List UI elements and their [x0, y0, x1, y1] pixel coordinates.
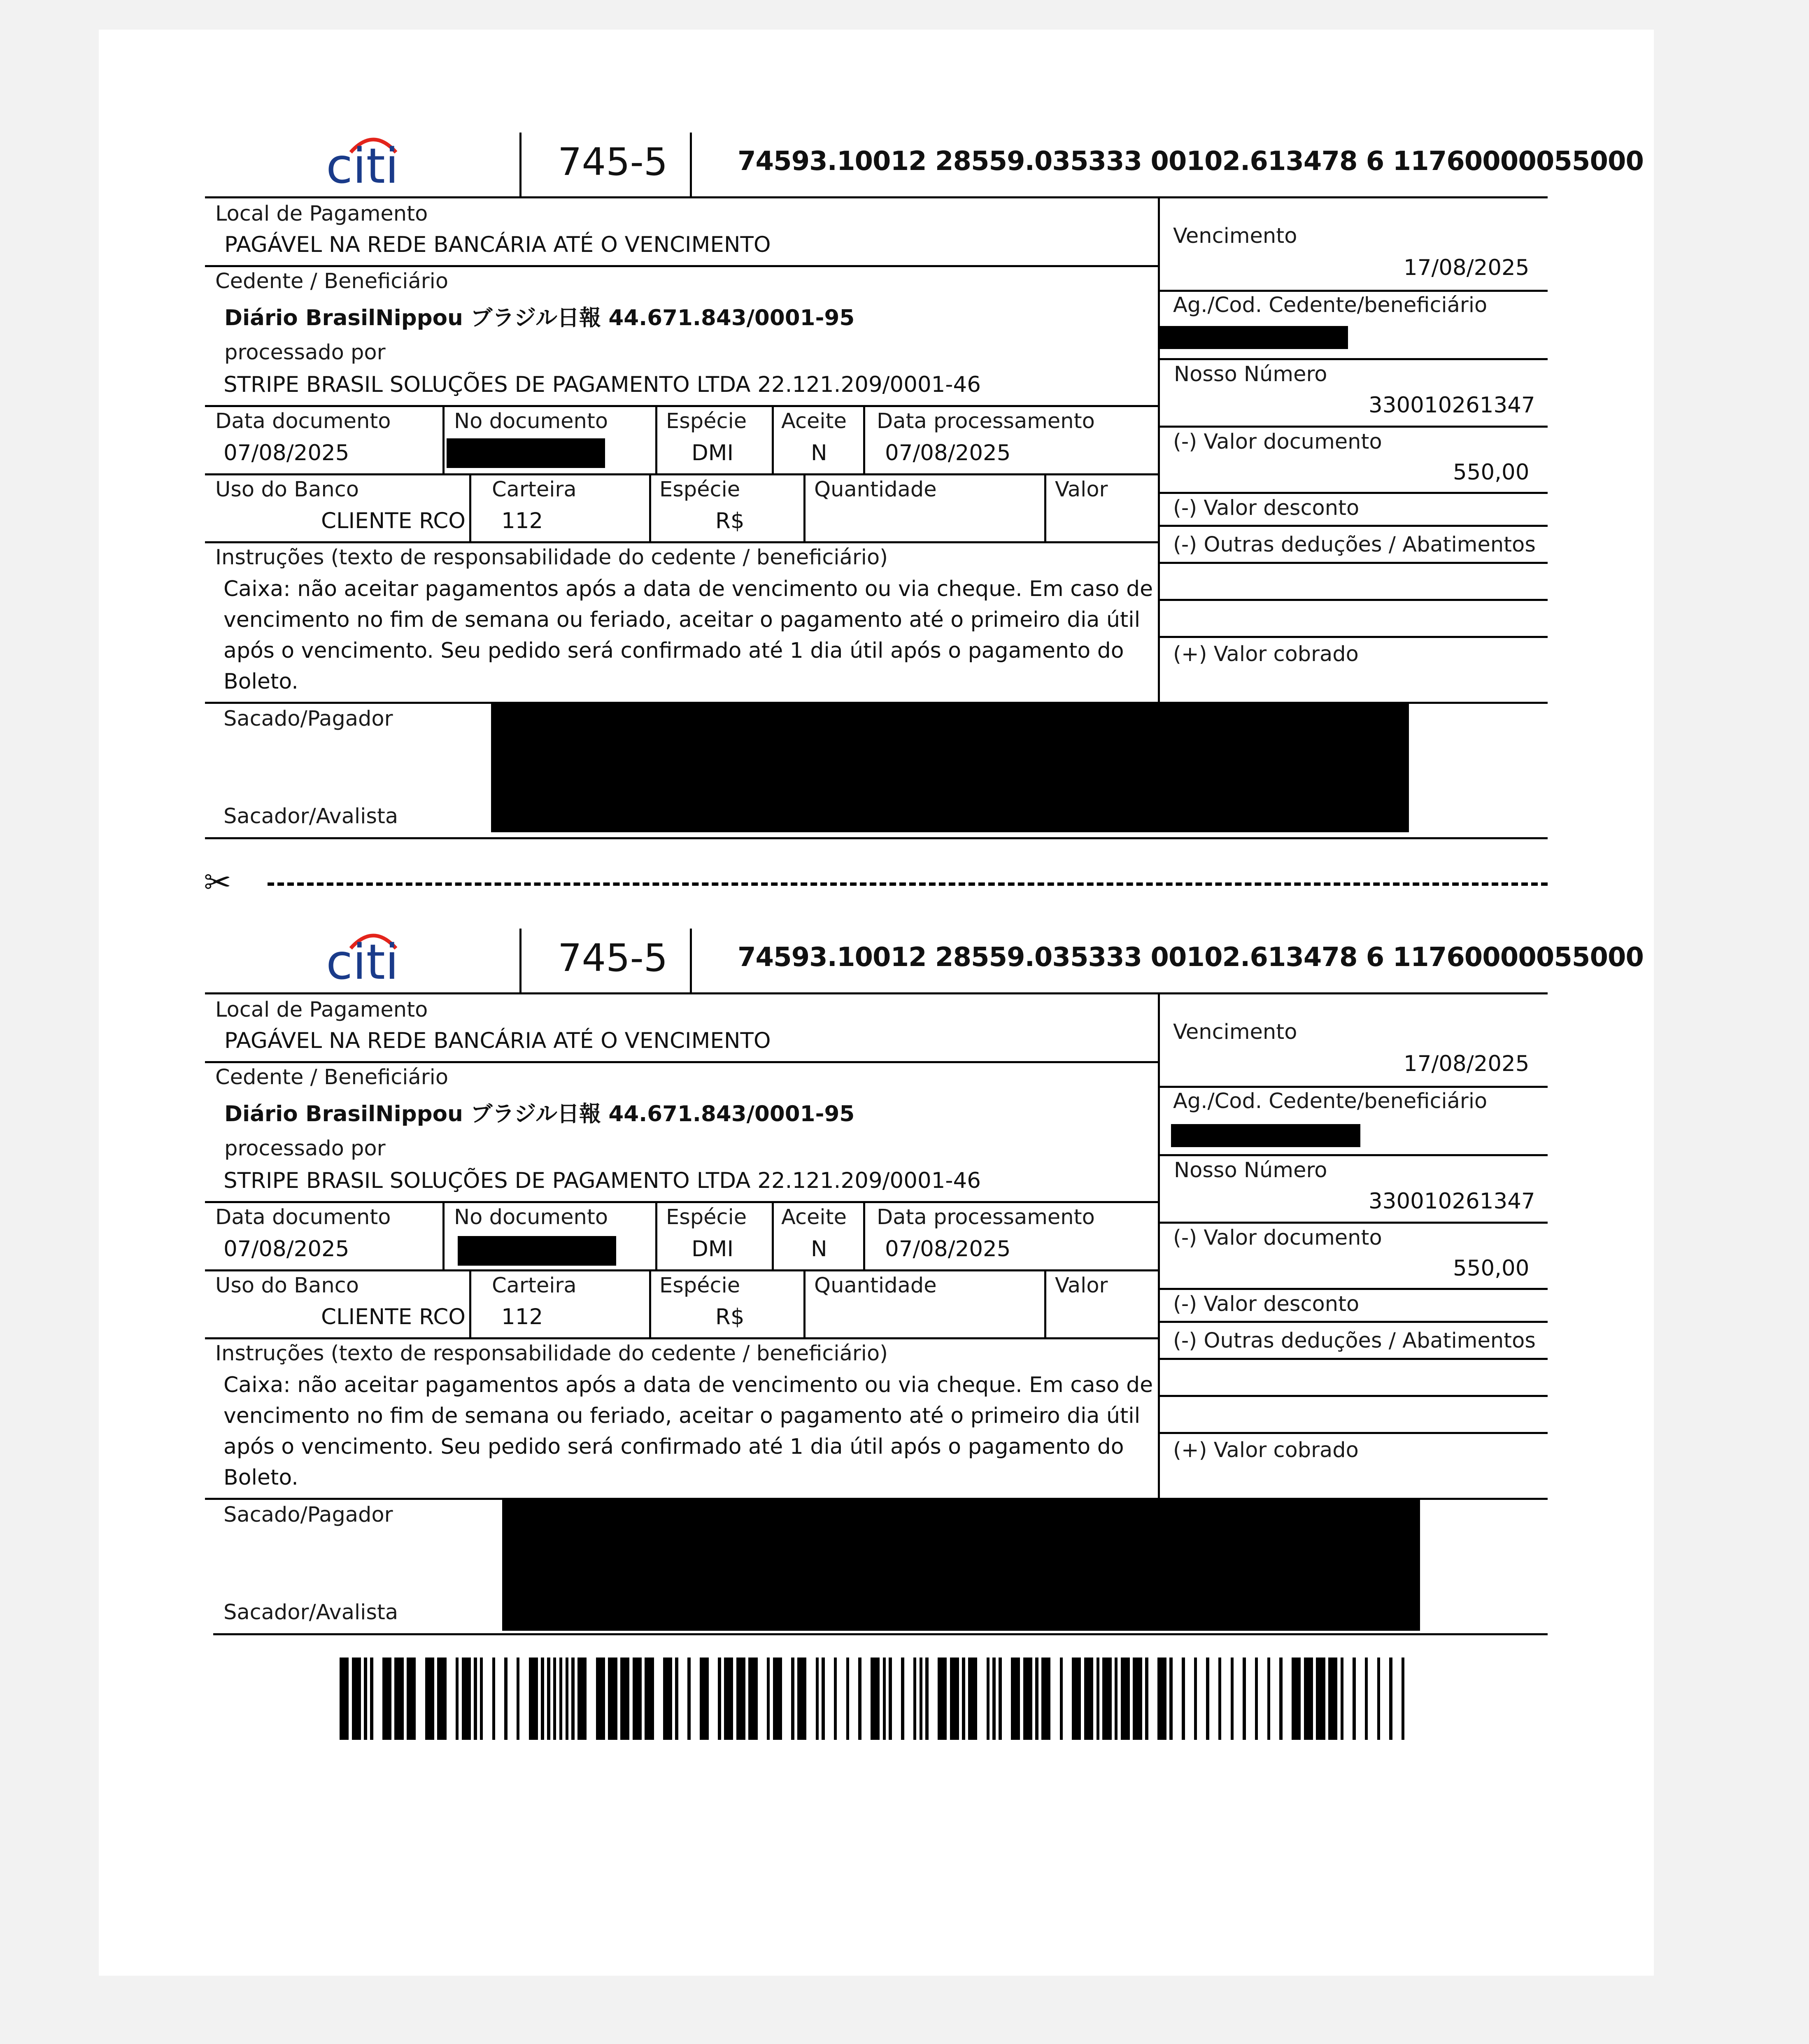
barcode-bar: [1243, 1658, 1246, 1740]
sacado-redacted: [491, 704, 1409, 832]
barcode-bar: [929, 1658, 938, 1740]
valor-documento-label: (-) Valor documento: [1173, 1226, 1382, 1250]
no-documento-redacted: [447, 438, 605, 468]
cedente-value: Diário BrasilNippou ブラジル日報 44.671.843/0001-95: [224, 1101, 855, 1127]
especie-label: Espécie: [666, 1205, 747, 1229]
barcode-bar: [529, 1658, 538, 1740]
barcode-bar: [517, 1658, 519, 1740]
barcode-bar: [1404, 1658, 1413, 1740]
barcode-bar: [1023, 1658, 1032, 1740]
barcode-bar: [770, 1658, 773, 1740]
barcode-bar: [1050, 1658, 1059, 1740]
barcode-bar: [675, 1658, 678, 1740]
barcode-bar: [1389, 1658, 1392, 1740]
barcode-bar: [736, 1658, 745, 1740]
quantidade-label: Quantidade: [814, 1273, 937, 1298]
bank-logo: [318, 924, 417, 986]
boleto-page: [99, 30, 1654, 1976]
data-documento-value: 07/08/2025: [224, 1236, 349, 1262]
vencimento-value: 17/08/2025: [1404, 255, 1530, 280]
valor-cobrado-label: (+) Valor cobrado: [1173, 1438, 1359, 1462]
barcode-bar: [1099, 1658, 1102, 1740]
vencimento-value: 17/08/2025: [1404, 1051, 1530, 1076]
barcode-bar: [825, 1658, 834, 1740]
barcode-bar: [691, 1658, 700, 1740]
vencimento-label: Vencimento: [1173, 1020, 1297, 1044]
barcode-bar: [1145, 1658, 1148, 1740]
barcode-bar: [492, 1658, 495, 1740]
instrucoes-text: Caixa: não aceitar pagamentos após a data de vencimento ou via cheque. Em caso de vencimento no fim de semana ou feriado, aceitar o pagamento até o primeiro dia útil após o vencimento. Seu pedido será confirmado até 1 dia útil após o pagamento do Boleto.: [224, 1373, 1153, 1490]
data-documento-label: Data documento: [215, 409, 391, 433]
barcode-bar: [1218, 1658, 1221, 1740]
barcode-bar: [1325, 1658, 1328, 1740]
barcode-bar: [861, 1658, 871, 1740]
no-documento-label: No documento: [454, 1205, 608, 1229]
barcode-bar: [718, 1658, 721, 1740]
barcode-bar: [1343, 1658, 1353, 1740]
barcode-bar: [999, 1658, 1001, 1740]
valor-desconto-label: (-) Valor desconto: [1173, 496, 1360, 520]
instrucoes-label: Instruções (texto de responsabilidade do cedente / beneficiário): [215, 545, 888, 570]
barcode-bar: [462, 1658, 471, 1740]
cedente-value: Diário BrasilNippou ブラジル日報 44.671.843/0001-95: [224, 305, 855, 331]
barcode-bar: [1356, 1658, 1365, 1740]
valor-label: Valor: [1055, 477, 1108, 502]
carteira-label: Carteira: [492, 477, 577, 502]
barcode-bar: [437, 1658, 446, 1740]
barcode-bar: [1173, 1658, 1182, 1740]
valor-desconto-label: (-) Valor desconto: [1173, 1292, 1360, 1316]
barcode-bar: [947, 1658, 950, 1740]
barcode-bar: [508, 1658, 517, 1740]
barcode-bar: [620, 1658, 629, 1740]
barcode-bar: [364, 1658, 367, 1740]
boleto-slip-bottom: [99, 826, 1654, 1649]
barcode-bar: [1209, 1658, 1218, 1740]
barcode-bar: [1185, 1658, 1194, 1740]
barcode-bar: [391, 1658, 394, 1740]
barcode-bar: [1148, 1658, 1157, 1740]
barcode-bar: [367, 1658, 370, 1740]
barcode-bar: [1093, 1658, 1096, 1740]
barcode-bar: [1142, 1658, 1145, 1740]
barcode-bar: [352, 1658, 361, 1740]
especie-value: DMI: [691, 1236, 734, 1262]
especie-label: Espécie: [666, 409, 747, 433]
barcode-bar: [1157, 1658, 1166, 1740]
barcode-bar: [544, 1658, 547, 1740]
barcode-bar: [904, 1658, 913, 1740]
barcode-bar: [562, 1658, 565, 1740]
sacado-redacted: [502, 1500, 1420, 1631]
barcode-bar: [886, 1658, 889, 1740]
barcode-bar: [806, 1658, 815, 1740]
barcode-bar: [1234, 1658, 1243, 1740]
barcode-bar: [645, 1658, 654, 1740]
barcode-bar: [1341, 1658, 1343, 1740]
barcode-bar: [382, 1658, 391, 1740]
barcode-bar: [416, 1658, 425, 1740]
barcode-bar: [1270, 1658, 1279, 1740]
data-processamento-label: Data processamento: [877, 1205, 1095, 1229]
barcode-bar: [550, 1658, 553, 1740]
barcode-bar: [959, 1658, 962, 1740]
barcode-bar: [880, 1658, 882, 1740]
barcode-bar: [477, 1658, 480, 1740]
barcode-bar: [642, 1658, 645, 1740]
barcode-bar: [1063, 1658, 1072, 1740]
barcode-bar: [480, 1658, 483, 1740]
barcode-bar: [837, 1658, 846, 1740]
barcode-bar: [1002, 1658, 1011, 1740]
local-pagamento-value: PAGÁVEL NA REDE BANCÁRIA ATÉ O VENCIMENTO: [224, 1028, 771, 1053]
barcode-bar: [547, 1658, 550, 1740]
barcode-bar: [858, 1658, 861, 1740]
processado-por-value: STRIPE BRASIL SOLUÇÕES DE PAGAMENTO LTDA 22.121.209/0001-46: [224, 1168, 981, 1193]
barcode-bar: [1365, 1658, 1368, 1740]
barcode-bar: [733, 1658, 736, 1740]
barcode-bar: [965, 1658, 968, 1740]
outras-deducoes-label: (-) Outras deduções / Abatimentos: [1173, 1329, 1536, 1353]
barcode-bar: [1084, 1658, 1093, 1740]
barcode-bar: [687, 1658, 690, 1740]
barcode-bar: [504, 1658, 507, 1740]
barcode-bar: [456, 1658, 459, 1740]
barcode-bar: [849, 1658, 858, 1740]
barcode-bar: [575, 1658, 577, 1740]
barcode-bar: [541, 1658, 544, 1740]
agencia-label: Ag./Cod. Cedente/beneficiário: [1173, 1089, 1488, 1113]
barcode-bar: [797, 1658, 806, 1740]
valor-documento-value: 550,00: [1453, 1256, 1530, 1281]
bank-code: 745-5: [558, 936, 668, 980]
barcode-bar: [834, 1658, 837, 1740]
data-processamento-value: 07/08/2025: [885, 440, 1011, 466]
barcode-bar: [1283, 1658, 1292, 1740]
cedente-label: Cedente / Beneficiário: [215, 1065, 449, 1090]
barcode-bar: [892, 1658, 901, 1740]
barcode-bar: [1035, 1658, 1038, 1740]
barcode-bar: [1118, 1658, 1120, 1740]
barcode-bar: [1197, 1658, 1206, 1740]
barcode-bar: [1255, 1658, 1258, 1740]
bank-code: 745-5: [558, 140, 668, 184]
sacador-label: Sacador/Avalista: [224, 804, 398, 829]
boleto-slip-top: [99, 30, 1654, 853]
carteira-value: 112: [501, 1304, 543, 1329]
barcode-bar: [605, 1658, 608, 1740]
no-documento-label: No documento: [454, 409, 608, 433]
vencimento-label: Vencimento: [1173, 224, 1297, 248]
barcode-bar: [1267, 1658, 1270, 1740]
nosso-numero-value: 330010261347: [1369, 393, 1535, 418]
valor-documento-value: 550,00: [1453, 460, 1530, 485]
especie-moeda-label: Espécie: [659, 477, 740, 502]
barcode-bar: [1221, 1658, 1230, 1740]
barcode-bar: [447, 1658, 456, 1740]
barcode-bar: [663, 1658, 672, 1740]
barcode-bar: [822, 1658, 824, 1740]
scissors-icon: ✂: [204, 863, 232, 901]
barcode-bar: [495, 1658, 504, 1740]
valor-label: Valor: [1055, 1273, 1108, 1298]
barcode-bar: [1337, 1658, 1340, 1740]
carteira-label: Carteira: [492, 1273, 577, 1298]
barcode-bar: [1166, 1658, 1169, 1740]
barcode-bar: [373, 1658, 382, 1740]
barcode-bar: [633, 1658, 642, 1740]
uso-banco-value: CLIENTE RCO: [321, 1304, 466, 1329]
barcode-bar: [608, 1658, 617, 1740]
data-documento-value: 07/08/2025: [224, 440, 349, 466]
barcode-bar: [996, 1658, 999, 1740]
barcode-bar: [773, 1658, 782, 1740]
digitable-line: 74593.10012 28559.035333 00102.613478 6 11760000055000: [738, 146, 1644, 177]
barcode-bar: [425, 1658, 434, 1740]
barcode-bar: [1041, 1658, 1050, 1740]
barcode-bar: [1011, 1658, 1020, 1740]
barcode-bar: [596, 1658, 605, 1740]
barcode-bar: [745, 1658, 748, 1740]
barcode-bar: [758, 1658, 767, 1740]
uso-banco-value: CLIENTE RCO: [321, 508, 466, 533]
outras-deducoes-label: (-) Outras deduções / Abatimentos: [1173, 533, 1536, 557]
barcode-bar: [925, 1658, 928, 1740]
barcode-bar: [709, 1658, 718, 1740]
aceite-label: Aceite: [781, 1205, 847, 1229]
barcode: [340, 1658, 1415, 1740]
barcode-bar: [553, 1658, 556, 1740]
barcode-bar: [519, 1658, 528, 1740]
especie-value: DMI: [691, 440, 734, 466]
barcode-bar: [767, 1658, 770, 1740]
barcode-bar: [587, 1658, 596, 1740]
barcode-bar: [559, 1658, 562, 1740]
barcode-bar: [629, 1658, 632, 1740]
digitable-line: 74593.10012 28559.035333 00102.613478 6 11760000055000: [738, 942, 1644, 973]
barcode-bar: [1169, 1658, 1172, 1740]
barcode-bar: [889, 1658, 892, 1740]
cedente-label: Cedente / Beneficiário: [215, 269, 449, 293]
barcode-bar: [794, 1658, 797, 1740]
agencia-redacted: [1171, 1124, 1360, 1147]
barcode-bar: [819, 1658, 822, 1740]
valor-cobrado-label: (+) Valor cobrado: [1173, 642, 1359, 666]
barcode-bar: [1246, 1658, 1255, 1740]
barcode-bar: [672, 1658, 675, 1740]
nosso-numero-label: Nosso Número: [1174, 1158, 1327, 1183]
nosso-numero-value: 330010261347: [1369, 1189, 1535, 1214]
sacador-label: Sacador/Avalista: [224, 1600, 398, 1625]
barcode-bar: [700, 1658, 709, 1740]
barcode-bar: [1353, 1658, 1355, 1740]
especie-moeda-value: R$: [715, 508, 745, 533]
data-documento-label: Data documento: [215, 1205, 391, 1229]
barcode-bar: [721, 1658, 724, 1740]
processado-por-label: processado por: [224, 1136, 386, 1161]
barcode-bar: [459, 1658, 461, 1740]
local-pagamento-value: PAGÁVEL NA REDE BANCÁRIA ATÉ O VENCIMENTO: [224, 232, 771, 257]
svg-text:citi: citi: [326, 934, 399, 986]
barcode-bar: [962, 1658, 965, 1740]
barcode-bar: [782, 1658, 791, 1740]
barcode-bar: [1133, 1658, 1142, 1740]
barcode-bar: [556, 1658, 559, 1740]
processado-por-label: processado por: [224, 340, 386, 365]
barcode-bar: [938, 1658, 947, 1740]
barcode-bar: [1377, 1658, 1380, 1740]
barcode-bar: [1380, 1658, 1389, 1740]
barcode-bar: [920, 1658, 922, 1740]
barcode-bar: [1038, 1658, 1041, 1740]
aceite-value: N: [811, 440, 827, 466]
barcode-bar: [989, 1658, 992, 1740]
barcode-bar: [483, 1658, 492, 1740]
barcode-bar: [1112, 1658, 1115, 1740]
barcode-bar: [992, 1658, 995, 1740]
barcode-bar: [617, 1658, 620, 1740]
carteira-value: 112: [501, 508, 543, 533]
barcode-bar: [883, 1658, 886, 1740]
barcode-bar: [654, 1658, 663, 1740]
barcode-bar: [1206, 1658, 1209, 1740]
barcode-bar: [1121, 1658, 1130, 1740]
barcode-bar: [1182, 1658, 1185, 1740]
barcode-bar: [1402, 1658, 1404, 1740]
processado-por-value: STRIPE BRASIL SOLUÇÕES DE PAGAMENTO LTDA 22.121.209/0001-46: [224, 372, 981, 397]
uso-banco-label: Uso do Banco: [215, 477, 359, 502]
barcode-bar: [977, 1658, 986, 1740]
valor-documento-label: (-) Valor documento: [1173, 430, 1382, 454]
aceite-value: N: [811, 1236, 827, 1262]
barcode-bar: [340, 1658, 349, 1740]
barcode-bar: [1316, 1658, 1325, 1740]
barcode-bar: [1313, 1658, 1316, 1740]
barcode-bar: [1032, 1658, 1035, 1740]
barcode-bar: [748, 1658, 757, 1740]
barcode-bar: [471, 1658, 474, 1740]
barcode-bar: [361, 1658, 364, 1740]
especie-moeda-label: Espécie: [659, 1273, 740, 1298]
barcode-bar: [1115, 1658, 1118, 1740]
data-processamento-value: 07/08/2025: [885, 1236, 1011, 1262]
barcode-bar: [950, 1658, 959, 1740]
barcode-bar: [1194, 1658, 1197, 1740]
barcode-bar: [1301, 1658, 1304, 1740]
svg-text:citi: citi: [326, 137, 399, 190]
barcode-bar: [1368, 1658, 1377, 1740]
barcode-bar: [1258, 1658, 1267, 1740]
bank-logo: [318, 128, 417, 190]
barcode-bar: [1060, 1658, 1063, 1740]
barcode-bar: [370, 1658, 373, 1740]
barcode-bar: [913, 1658, 916, 1740]
barcode-bar: [987, 1658, 989, 1740]
barcode-bar: [1020, 1658, 1023, 1740]
barcode-bar: [1130, 1658, 1133, 1740]
barcode-bar: [968, 1658, 977, 1740]
barcode-bar: [571, 1658, 574, 1740]
barcode-bar: [1102, 1658, 1111, 1740]
barcode-bar: [1231, 1658, 1234, 1740]
barcode-bar: [474, 1658, 477, 1740]
data-processamento-label: Data processamento: [877, 409, 1095, 433]
barcode-bar: [846, 1658, 849, 1740]
instrucoes-text: Caixa: não aceitar pagamentos após a data de vencimento ou via cheque. Em caso de vencimento no fim de semana ou feriado, aceitar o pagamento até o primeiro dia útil após o vencimento. Seu pedido será confirmado até 1 dia útil após o pagamento do Boleto.: [224, 577, 1153, 694]
especie-moeda-value: R$: [715, 1304, 745, 1329]
barcode-bar: [1279, 1658, 1282, 1740]
aceite-label: Aceite: [781, 409, 847, 433]
barcode-bar: [724, 1658, 733, 1740]
barcode-bar: [1072, 1658, 1081, 1740]
barcode-bar: [1081, 1658, 1084, 1740]
barcode-bar: [349, 1658, 352, 1740]
barcode-bar: [816, 1658, 819, 1740]
agencia-redacted: [1159, 326, 1348, 349]
barcode-bar: [791, 1658, 794, 1740]
barcode-bar: [577, 1658, 587, 1740]
barcode-bar: [901, 1658, 904, 1740]
barcode-bar: [434, 1658, 437, 1740]
sacado-label: Sacado/Pagador: [224, 1503, 393, 1527]
barcode-bar: [678, 1658, 687, 1740]
uso-banco-label: Uso do Banco: [215, 1273, 359, 1298]
local-pagamento-label: Local de Pagamento: [215, 202, 428, 226]
barcode-bar: [1304, 1658, 1313, 1740]
barcode-bar: [566, 1658, 568, 1740]
sacado-label: Sacado/Pagador: [224, 707, 393, 731]
barcode-bar: [871, 1658, 880, 1740]
barcode-bar: [922, 1658, 925, 1740]
instrucoes-label: Instruções (texto de responsabilidade do cedente / beneficiário): [215, 1341, 888, 1366]
barcode-bar: [916, 1658, 919, 1740]
barcode-bar: [394, 1658, 403, 1740]
barcode-bar: [1392, 1658, 1402, 1740]
barcode-bar: [1328, 1658, 1337, 1740]
barcode-bar: [1097, 1658, 1099, 1740]
nosso-numero-label: Nosso Número: [1174, 362, 1327, 386]
barcode-bar: [404, 1658, 407, 1740]
barcode-bar: [407, 1658, 416, 1740]
barcode-bar: [538, 1658, 541, 1740]
agencia-label: Ag./Cod. Cedente/beneficiário: [1173, 293, 1488, 317]
quantidade-label: Quantidade: [814, 477, 937, 502]
barcode-bar: [568, 1658, 571, 1740]
no-documento-redacted: [458, 1236, 616, 1266]
local-pagamento-label: Local de Pagamento: [215, 998, 428, 1022]
barcode-bar: [1292, 1658, 1301, 1740]
